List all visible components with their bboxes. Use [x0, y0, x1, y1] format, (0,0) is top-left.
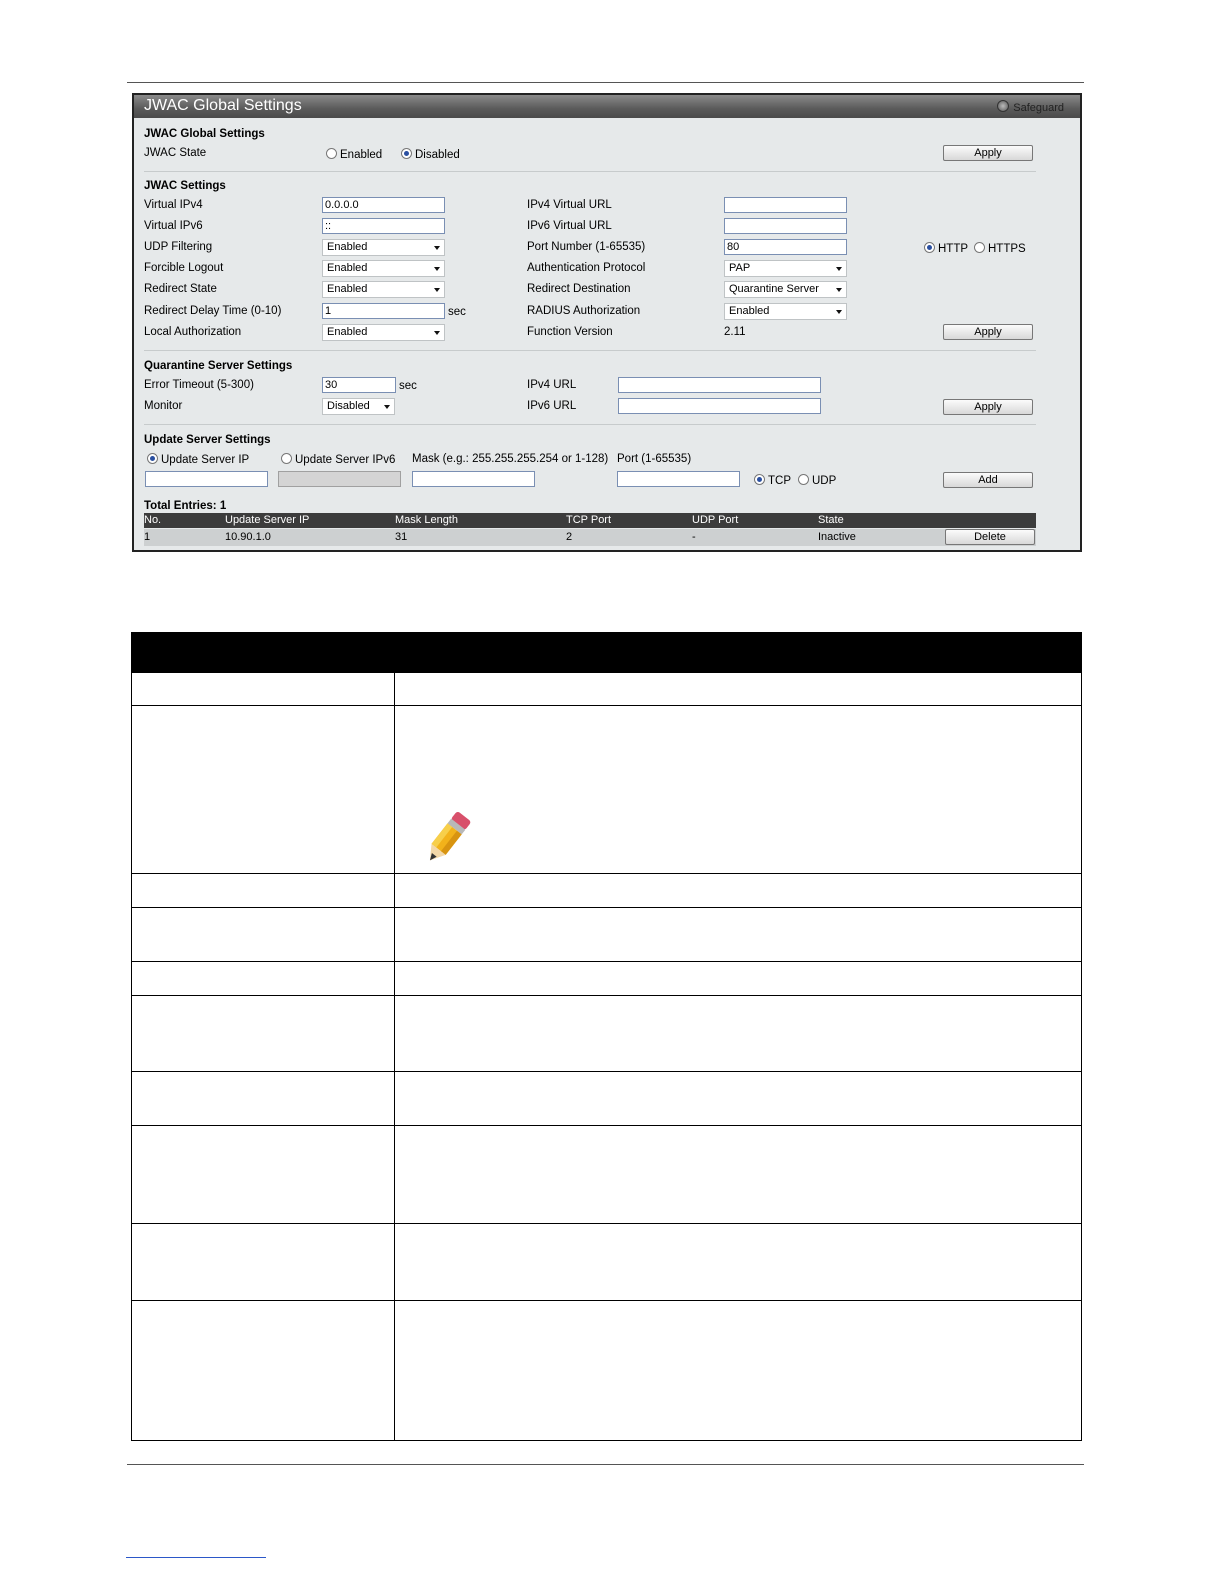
ipv6-url-input[interactable]	[618, 398, 821, 414]
global-apply-button[interactable]: Apply	[943, 145, 1033, 161]
safeguard-status-icon	[997, 100, 1009, 112]
disabled-label: Disabled	[415, 149, 460, 161]
safeguard-indicator	[997, 100, 1064, 114]
forcible-logout-label: Forcible Logout	[144, 262, 224, 274]
update-server-ipv6-label: Update Server IPv6	[295, 454, 396, 466]
ipv4-url-label: IPv4 URL	[527, 379, 577, 391]
https-label: HTTPS	[988, 243, 1026, 255]
delete-button[interactable]: Delete	[945, 529, 1035, 545]
column-header-state: State	[818, 514, 844, 526]
function-version-value: 2.11	[724, 326, 746, 338]
chevron-down-icon	[836, 288, 842, 292]
radio-selected-icon	[401, 148, 412, 159]
column-header-update-server-ip: Update Server IP	[225, 514, 310, 526]
chevron-down-icon	[434, 246, 440, 250]
forcible-logout-select[interactable]	[322, 260, 445, 277]
ipv6-virtual-url-label: IPv6 Virtual URL	[527, 220, 612, 232]
update-server-heading: Update Server Settings	[144, 434, 271, 446]
panel-title-bar	[134, 95, 1080, 118]
update-server-ip-radio[interactable]	[147, 453, 249, 466]
ipv6-virtual-url-input[interactable]	[724, 218, 847, 234]
panel-title: JWAC Global Settings	[144, 97, 302, 114]
quarantine-heading: Quarantine Server Settings	[144, 360, 293, 372]
mask-label: Mask (e.g.: 255.255.255.254 or 1-128)	[412, 453, 609, 465]
redirect-destination-value: Quarantine Server	[729, 283, 819, 295]
jwac-global-settings-panel	[132, 93, 1082, 552]
error-timeout-unit: sec	[399, 380, 417, 392]
table-row	[144, 529, 1036, 546]
safeguard-label: Safeguard	[1013, 102, 1064, 114]
cell-no: 1	[144, 531, 151, 543]
local-authorization-value: Enabled	[327, 326, 368, 338]
update-server-ip-label: Update Server IP	[161, 454, 250, 466]
local-authorization-label: Local Authorization	[144, 326, 242, 338]
bottom-divider	[127, 1464, 1084, 1465]
https-radio[interactable]	[974, 242, 1026, 255]
monitor-select[interactable]	[322, 398, 395, 415]
jwac-state-label: JWAC State	[144, 147, 207, 159]
udp-radio[interactable]	[798, 474, 836, 487]
enabled-label: Enabled	[340, 149, 383, 161]
radius-authorization-select[interactable]	[724, 303, 847, 320]
footer-link-underline	[126, 1557, 266, 1558]
auth-protocol-label: Authentication Protocol	[527, 262, 646, 274]
radio-selected-icon	[754, 474, 765, 485]
radio-icon	[974, 242, 985, 253]
update-server-ipv6-radio[interactable]	[281, 453, 395, 466]
section-divider	[144, 350, 1036, 351]
row-divider	[132, 1300, 1081, 1301]
row-divider	[132, 907, 1081, 908]
error-timeout-label: Error Timeout (5-300)	[144, 379, 254, 391]
cell-state: Inactive	[818, 531, 856, 543]
udp-filtering-value: Enabled	[327, 241, 368, 253]
column-header-mask-length: Mask Length	[395, 514, 458, 526]
column-header-udp-port: UDP Port	[692, 514, 739, 526]
top-divider	[127, 82, 1084, 83]
virtual-ipv4-input[interactable]: 0.0.0.0	[322, 197, 445, 213]
chevron-down-icon	[836, 267, 842, 271]
row-divider	[132, 873, 1081, 874]
cell-tcp-port: 2	[566, 531, 573, 543]
chevron-down-icon	[434, 267, 440, 271]
redirect-delay-unit: sec	[448, 306, 466, 318]
row-divider	[132, 705, 1081, 706]
note-pencil-icon	[415, 808, 485, 868]
local-authorization-select[interactable]	[322, 324, 445, 341]
row-divider	[132, 1125, 1081, 1126]
virtual-ipv6-input[interactable]: ::	[322, 218, 445, 234]
jwac-state-enabled-radio[interactable]	[326, 148, 382, 161]
redirect-destination-label: Redirect Destination	[527, 283, 631, 295]
ipv4-virtual-url-label: IPv4 Virtual URL	[527, 199, 612, 211]
virtual-ipv4-label: Virtual IPv4	[144, 199, 203, 211]
auth-protocol-value: PAP	[729, 262, 751, 274]
jwac-state-disabled-radio[interactable]	[401, 148, 460, 161]
radio-selected-icon	[924, 242, 935, 253]
http-radio[interactable]	[924, 242, 968, 255]
column-header-tcp-port: TCP Port	[566, 514, 612, 526]
parameter-description-table	[131, 632, 1082, 1441]
port-number-label: Port Number (1-65535)	[527, 241, 646, 253]
chevron-down-icon	[434, 331, 440, 335]
error-timeout-input[interactable]: 30	[322, 377, 396, 393]
radio-icon	[798, 474, 809, 485]
udp-filtering-select[interactable]	[322, 239, 445, 256]
column-divider	[394, 673, 395, 1440]
quarantine-apply-button[interactable]: Apply	[943, 399, 1033, 415]
udp-label: UDP	[812, 475, 837, 487]
ipv4-url-input[interactable]	[618, 377, 821, 393]
radius-authorization-label: RADIUS Authorization	[527, 305, 641, 317]
udp-filtering-label: UDP Filtering	[144, 241, 213, 253]
total-entries: Total Entries: 1	[144, 500, 227, 512]
radius-authorization-value: Enabled	[729, 305, 770, 317]
cell-mask-length: 31	[395, 531, 408, 543]
port-label: Port (1-65535)	[617, 453, 692, 465]
column-header-no: No.	[144, 514, 162, 526]
forcible-logout-value: Enabled	[327, 262, 368, 274]
global-heading: JWAC Global Settings	[144, 128, 265, 140]
auth-protocol-select[interactable]	[724, 260, 847, 277]
redirect-delay-label: Redirect Delay Time (0-10)	[144, 305, 282, 317]
section-divider	[144, 424, 1036, 425]
redirect-destination-select[interactable]	[724, 281, 847, 298]
function-version-label: Function Version	[527, 326, 613, 338]
mask-input[interactable]	[412, 471, 535, 487]
monitor-value: Disabled	[327, 400, 370, 412]
jwac-settings-heading: JWAC Settings	[144, 180, 226, 192]
ipv6-url-label: IPv6 URL	[527, 400, 577, 412]
chevron-down-icon	[836, 310, 842, 314]
section-divider	[144, 171, 1036, 172]
chevron-down-icon	[384, 405, 390, 409]
row-divider	[132, 1223, 1081, 1224]
radio-selected-icon	[147, 453, 158, 464]
tcp-label: TCP	[768, 475, 791, 487]
monitor-label: Monitor	[144, 400, 183, 412]
row-divider	[132, 1071, 1081, 1072]
description-table-header	[132, 633, 1081, 673]
table-header	[144, 513, 1036, 528]
http-label: HTTP	[938, 243, 969, 255]
cell-update-server-ip: 10.90.1.0	[225, 531, 271, 543]
redirect-state-value: Enabled	[327, 283, 368, 295]
radio-icon	[281, 453, 292, 464]
virtual-ipv6-label: Virtual IPv6	[144, 220, 203, 232]
radio-icon	[326, 148, 337, 159]
redirect-state-label: Redirect State	[144, 283, 217, 295]
row-divider	[132, 961, 1081, 962]
port-number-input[interactable]: 80	[724, 239, 847, 255]
redirect-delay-input[interactable]: 1	[322, 303, 445, 319]
ipv4-virtual-url-input[interactable]	[724, 197, 847, 213]
update-server-ip-input[interactable]	[145, 471, 268, 487]
update-server-ipv6-input[interactable]	[278, 471, 401, 487]
tcp-radio[interactable]	[754, 474, 791, 487]
cell-udp-port: -	[692, 531, 696, 543]
row-divider	[132, 995, 1081, 996]
redirect-state-select[interactable]	[322, 281, 445, 298]
settings-apply-button[interactable]: Apply	[943, 324, 1033, 340]
port-input[interactable]	[617, 471, 740, 487]
add-button[interactable]: Add	[943, 472, 1033, 488]
chevron-down-icon	[434, 288, 440, 292]
